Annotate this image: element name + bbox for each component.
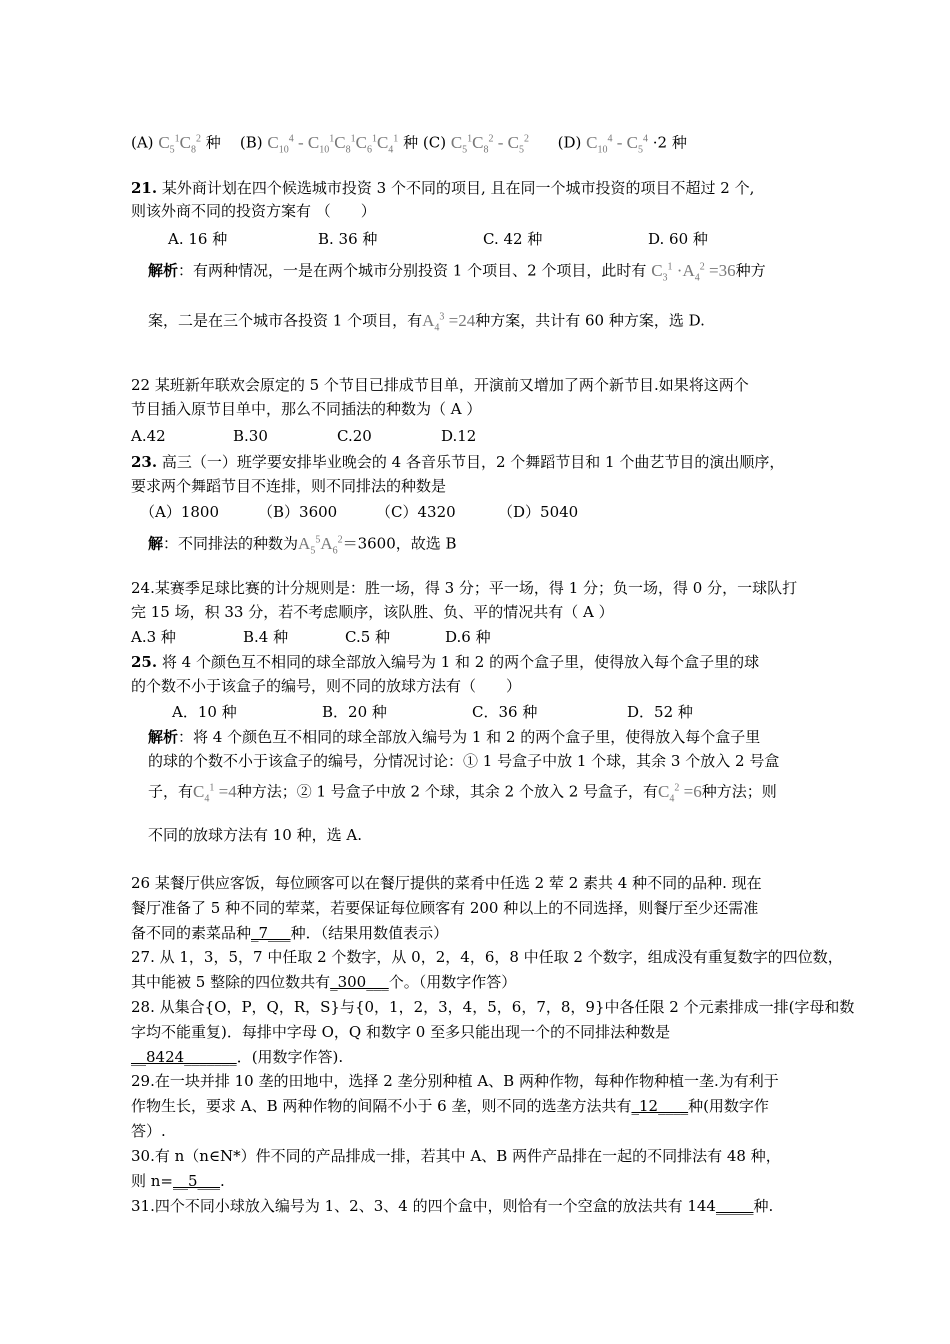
q30-answer: __5___ <box>173 1172 221 1190</box>
q22-option-c: C.20 <box>337 427 372 445</box>
q27-line1: 27. 从 1，3，5，7 中任取 2 个数字，从 0，2，4，6，8 中任取 2 个数字，组成没有重复数字的四位数， <box>131 948 843 966</box>
q25-solution-line3 <box>148 777 777 810</box>
q22-line1: 22 某班新年联欢会原定的 5 个节目已排成节目单，开演前又增加了两个新节目.如果将这两个 <box>131 376 749 394</box>
q24-option-d: D.6 种 <box>445 628 491 646</box>
q24-option-a: A.3 种 <box>131 628 176 646</box>
q21-option-a: A. 16 种 <box>168 230 228 248</box>
q23-solution <box>148 529 457 562</box>
q25-formula2: $C_4^2 =6$ <box>658 781 702 805</box>
q30-line1: 30.有 n（n∈N*）件不同的产品排成一排，若其中 A、B 两件产品排在一起的不同排法有 48 种， <box>131 1147 781 1165</box>
q25-sol-text3a: 子，有 <box>148 782 194 801</box>
q29-text2b: 种(用数字作 <box>688 1097 769 1115</box>
q23-option-a: （A）1800 <box>140 503 220 521</box>
option-c-label: (C) <box>422 133 447 152</box>
q28-answer: __8424_______ <box>131 1048 237 1066</box>
q30-line2 <box>131 1170 225 1192</box>
q23-options <box>140 501 578 523</box>
q26-answer: _7___ <box>251 924 291 942</box>
q22-option-d: D.12 <box>441 427 477 445</box>
q23-line1 <box>131 451 784 473</box>
q22-option-a: A.42 <box>131 427 166 445</box>
formula-a: $C_5^1C_8^2$ <box>158 132 202 156</box>
q28-line1: 28. 从集合{O，P，Q，R，S}与{0，1，2，3，4，5，6，7，8，9}中各任限 2 个元素排成一排(字母和数 <box>131 998 855 1016</box>
option-a-label: (A) <box>131 133 154 152</box>
q28-text3b: ．(用数字作答). <box>236 1048 344 1066</box>
q31-text1b: 种. <box>753 1197 774 1215</box>
q25-solution-line2: 的球的个数不小于该盒子的编号，分情况讨论：① 1 号盒子中放 1 个球，其余 3 个放入 2 号盒 <box>148 752 780 770</box>
q21-text1: 某外商计划在四个候选城市投资 3 个不同的项目, 且在同一个城市投资的项目不超过 2 个, <box>157 179 755 197</box>
q22-line2: 节目插入原节目单中，那么不同插法的种数为（ A ） <box>131 400 482 418</box>
option-a-unit: 种 <box>205 133 221 152</box>
q21-option-c: C. 42 种 <box>483 230 543 248</box>
q24-line2: 完 15 场，积 33 分，若不考虑顺序，该队胜、负、平的情况共有（ A ） <box>131 603 614 621</box>
q23-option-c: （C）4320 <box>376 503 456 521</box>
q25-options <box>172 701 693 723</box>
q29-line2 <box>131 1095 769 1117</box>
q27-line2 <box>131 971 516 993</box>
q25-line1 <box>131 651 759 673</box>
q30-text2a: 则 n= <box>131 1172 173 1190</box>
q26-line1: 26 某餐厅供应客饭，每位顾客可以在餐厅提供的菜肴中任选 2 荤 2 素共 4 种不同的品种. 现在 <box>131 874 762 892</box>
q21-line2: 则该外商不同的投资方案有 （ ） <box>131 202 376 220</box>
q31-text1a: 31.四个不同小球放入编号为 1、2、3、4 的四个盒中，则恰有一个空盒的放法共有 144 <box>131 1197 716 1215</box>
q21-option-b: B. 36 种 <box>318 230 378 248</box>
q25-option-b: B．20 种 <box>322 703 387 721</box>
q26-line2: 餐厅准备了 5 种不同的荤菜，若要保证每位顾客有 200 种以上的不同选择，则餐厅至少还需准 <box>131 899 759 917</box>
q23-option-d: （D）5040 <box>498 503 579 521</box>
q27-text2b: 个。（用数字作答） <box>388 973 517 991</box>
q25-solution-label: 解析 <box>148 728 179 746</box>
q26-line3 <box>131 922 448 944</box>
option-d-label: (D) <box>557 133 582 152</box>
q27-answer: _300___ <box>330 973 389 991</box>
q25-option-a: A．10 种 <box>172 703 237 721</box>
q31-line1 <box>131 1195 773 1217</box>
q25-sol-text1: ：将 4 个颜色互不相同的球全部放入编号为 1 和 2 的两个盒子里，使得放入每个盒子里 <box>178 728 761 746</box>
q28-line3 <box>131 1046 343 1068</box>
option-b-label: (B) <box>239 133 263 152</box>
q24-line1: 24.某赛季足球比赛的计分规则是：胜一场，得 3 分；平一场，得 1 分；负一场，得 0 分，一球队打 <box>131 579 798 597</box>
q29-answer: _12____ <box>631 1097 689 1115</box>
q29-text2a: 作物生长，要求 A、B 两种作物的间隔不小于 6 垄，则不同的选垄方法共有 <box>131 1097 632 1115</box>
q21-sol-text2: 案，二是在三个城市各投资 1 个项目，有 <box>148 311 423 330</box>
q21-options <box>168 228 708 250</box>
q21-formula1: $C_3^1 \cdot A_4^2 =36$ <box>651 260 736 284</box>
q21-sol-text2b: 种方案，共计有 60 种方案，选 D. <box>475 311 705 330</box>
q20-options <box>131 128 687 161</box>
q25-sol-text3b: 种方法；② 1 号盒子中放 2 个球，其余 2 个放入 2 号盒子，有 <box>236 782 659 801</box>
q24-options <box>131 626 491 648</box>
q25-option-d: D．52 种 <box>627 703 693 721</box>
q24-option-c: C.5 种 <box>345 628 391 646</box>
q29-line3: 答）. <box>131 1122 166 1140</box>
q27-text2a: 其中能被 5 整除的四位数共有 <box>131 973 331 991</box>
q25-option-c: C．36 种 <box>472 703 538 721</box>
q22-option-b: B.30 <box>233 427 268 445</box>
q21-line1 <box>131 177 754 199</box>
q23-solution-label: 解 <box>148 534 164 553</box>
q25-sol-text3c: 种方法；则 <box>701 782 777 801</box>
q23-sol-text1: ：不同排法的种数为 <box>163 534 299 553</box>
q25-number: 25. <box>131 653 158 671</box>
q25-solution-line1 <box>148 726 760 748</box>
q21-solution-line1 <box>148 256 766 289</box>
formula-d: $C_{10}^4 - C_5^4$ <box>586 132 648 156</box>
q23-number: 23. <box>131 453 158 471</box>
q25-line2: 的个数不小于该盒子的编号，则不同的放球方法有（ ） <box>131 677 522 695</box>
option-b-unit: 种 <box>403 133 419 152</box>
q21-solution-label: 解析 <box>148 261 179 280</box>
formula-b: $C_{10}^4 - C_{10}^1C_8^1C_6^1C_4^1$ <box>267 132 399 156</box>
q21-solution-line2 <box>148 306 705 339</box>
option-d-tail: ·2 种 <box>652 133 687 152</box>
q21-option-d: D. 60 种 <box>648 230 708 248</box>
q29-line1: 29.在一块并排 10 垄的田地中，选择 2 垄分别种植 A、B 两种作物，每种作物种植一垄.为有利于 <box>131 1072 779 1090</box>
q25-text1: 将 4 个颜色互不相同的球全部放入编号为 1 和 2 的两个盒子里，使得放入每个盒子里的球 <box>157 653 760 671</box>
q22-options <box>131 425 476 447</box>
q30-text2b: . <box>220 1172 225 1190</box>
q28-line2: 字均不能重复)．每排中字母 O，Q 和数字 0 至多只能出现一个的不同排法种数是 <box>131 1023 671 1041</box>
q25-solution-line4: 不同的放球方法有 10 种，选 A. <box>148 826 362 844</box>
q21-formula2: $A_4^3 =24$ <box>422 310 476 334</box>
q21-sol-text1b: 种方 <box>735 261 766 280</box>
q26-text3a: 备不同的素菜品种 <box>131 924 252 942</box>
formula-c: $C_5^1C_8^2 - C_5^2$ <box>450 132 530 156</box>
q24-option-b: B.4 种 <box>243 628 289 646</box>
q23-formula: $A_5^5A_6^2$ <box>298 533 343 557</box>
q25-formula1: $C_4^1 =4$ <box>193 781 237 805</box>
q31-answer: _____ <box>715 1197 754 1215</box>
q23-sol-text2: ＝3600，故选 B <box>342 534 457 553</box>
q23-line2: 要求两个舞蹈节目不连排，则不同排法的种数是 <box>131 477 447 495</box>
q21-sol-text1: ：有两种情况，一是在两个城市分别投资 1 个项目、2 个项目，此时有 <box>178 261 647 280</box>
q21-number: 21. <box>131 179 158 197</box>
q26-text3b: 种．（结果用数值表示） <box>290 924 449 942</box>
q23-text1: 高三（一）班学要安排毕业晚会的 4 各音乐节目，2 个舞蹈节目和 1 个曲艺节目的演出顺序， <box>157 453 785 471</box>
q23-option-b: （B）3600 <box>258 503 338 521</box>
